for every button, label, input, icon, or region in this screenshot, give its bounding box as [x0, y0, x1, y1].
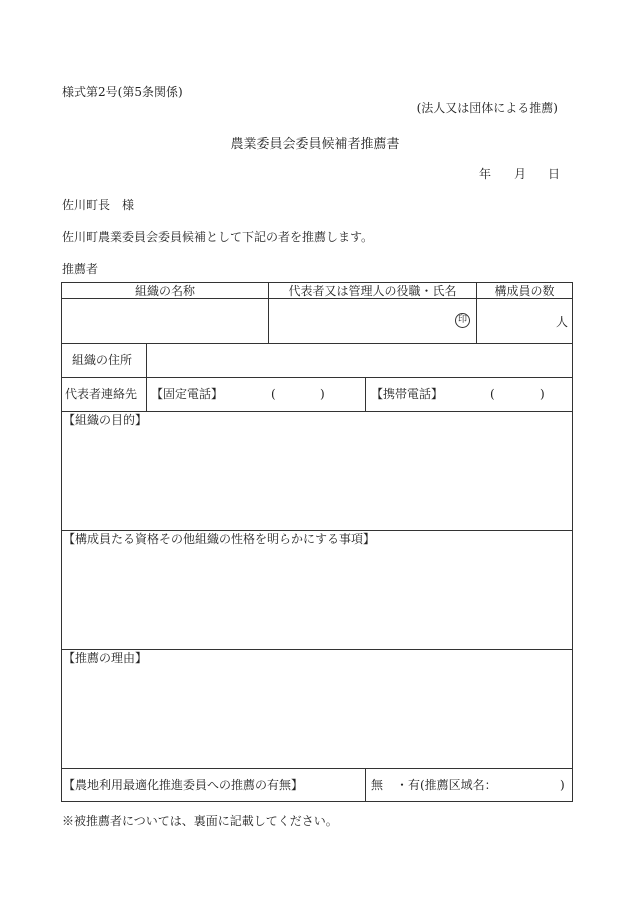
mobile-paren-open: ( [490, 387, 495, 401]
footer-note: ※被推薦者については、裏面に記載してください。 [62, 814, 338, 828]
mobile-paren-close: ) [540, 387, 545, 401]
purpose-label: 【組織の目的】 [63, 413, 148, 427]
date-year: 年 [479, 167, 492, 181]
optimization-none: 無 [371, 778, 384, 792]
optimization-yes: ・有(推薦区域名： [396, 778, 497, 792]
addressee: 佐川町長 様 [62, 198, 135, 212]
col-org-name: 組織の名称 [134, 284, 195, 298]
form-number: 様式第2号(第5条関係) [62, 85, 183, 99]
col-member-count: 構成員の数 [494, 284, 555, 298]
col-representative: 代表者又は管理人の役職・氏名 [288, 284, 457, 298]
reason-label: 【推薦の理由】 [63, 651, 148, 665]
optimization-close: ) [560, 778, 565, 792]
recommender-label: 推薦者 [62, 262, 99, 276]
landline-paren-close: ) [320, 387, 325, 401]
date-month: 月 [514, 167, 527, 181]
optimization-label: 【農地利用最適化推進委員への推薦の有無】 [63, 778, 304, 792]
intro-text: 佐川町農業委員会委員候補として下記の者を推薦します。 [62, 230, 374, 244]
form-subtitle: (法人又は団体による推薦) [416, 101, 558, 115]
page-title: 農業委員会委員候補者推薦書 [230, 137, 400, 152]
mobile-label: 【携帯電話】 [371, 387, 444, 401]
seal-mark: 印 [455, 313, 470, 328]
landline-paren-open: ( [271, 387, 276, 401]
address-label: 組織の住所 [72, 353, 133, 367]
landline-label: 【固定電話】 [151, 387, 224, 401]
member-unit: 人 [556, 315, 569, 329]
contact-label: 代表者連絡先 [65, 387, 138, 401]
date-day: 日 [548, 167, 561, 181]
qualification-label: 【構成員たる資格その他組織の性格を明らかにする事項】 [63, 532, 376, 546]
